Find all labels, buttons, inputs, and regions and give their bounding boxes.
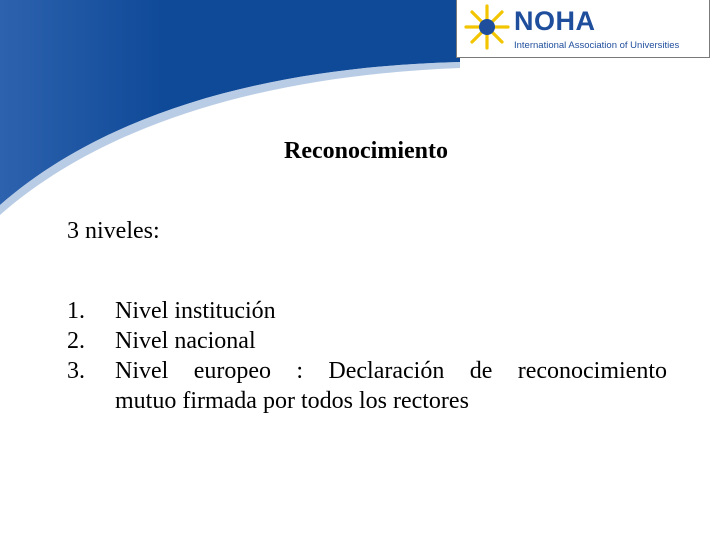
list-item-line: Nivel europeo : Declaración de reconocimiento [115, 358, 667, 384]
slide-intro: 3 niveles: [67, 218, 160, 244]
list-item-text [115, 356, 667, 416]
list-item-text: Nivel nacional [115, 328, 256, 354]
list-item [67, 296, 667, 326]
star-burst-icon [463, 3, 511, 51]
noha-logo [456, 0, 710, 58]
slide-title: Reconocimiento [284, 138, 448, 164]
list-item [67, 326, 667, 356]
list-item-text: Nivel institución [115, 298, 276, 324]
list-item-number: 1. [67, 298, 85, 324]
list-item-number: 2. [67, 328, 85, 354]
logo-wordmark: NOHA [514, 6, 596, 36]
list-item [67, 356, 667, 416]
list-item-line: mutuo firmada por todos los rectores [115, 388, 469, 414]
logo-subtitle: International Association of Universities [514, 40, 680, 51]
list-item-number: 3. [67, 358, 85, 384]
levels-list [67, 296, 667, 416]
